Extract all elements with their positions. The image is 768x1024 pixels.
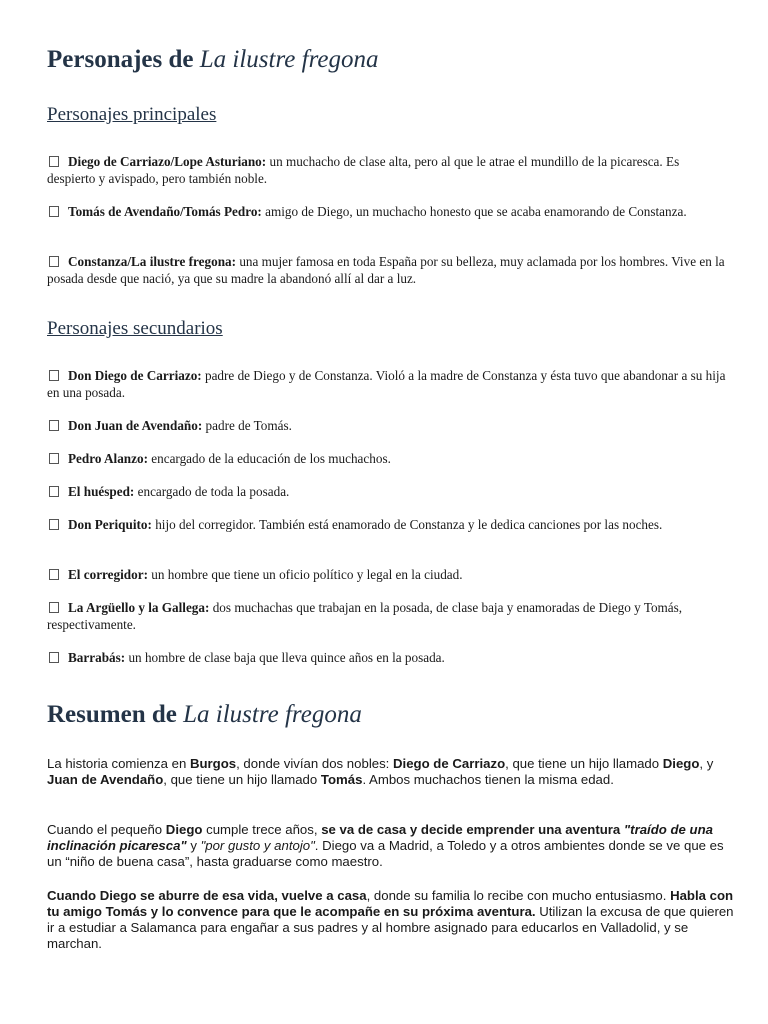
bullet-icon [49, 602, 59, 613]
character-desc: encargado de toda la posada. [134, 484, 290, 499]
character-desc: dos muchachas que trabajan en la posada, de clase baja y enamoradas de Diego y Tomás, respectivamente. [47, 600, 683, 632]
bullet-icon [49, 256, 59, 267]
bullet-icon [49, 453, 59, 464]
heading-personajes [47, 45, 378, 75]
character-desc: encargado de la educación de los muchachos. [147, 451, 391, 466]
text-run: Diego [165, 822, 203, 837]
text-run: Habla con tu amigo Tomás y lo convence para que le acompañe en su próxima aventura. [47, 888, 734, 919]
character-name: El huésped: [68, 484, 135, 499]
character-name: El corregidor: [68, 567, 148, 582]
text-run: Burgos [189, 756, 237, 771]
resumen-paragraph-2 [47, 822, 737, 870]
text-run: , donde su familia lo recibe con mucho entusiasmo. [366, 888, 671, 903]
heading-resumen-prefix: Resumen de [47, 701, 184, 728]
character-entry [47, 367, 727, 401]
character-desc: amigo de Diego, un muchacho honesto que se acaba enamorando de Constanza. [261, 204, 687, 219]
heading-personajes-prefix: Personajes de [47, 46, 200, 73]
text-run: . Diego va a Madrid, a Toledo y a otros ambientes donde se ve que es un “niño de buena casa”, hasta graduarse como maestro. [47, 838, 724, 869]
character-name: Constanza/La ilustre fregona: [68, 254, 237, 269]
text-run: . Ambos muchachos tienen la misma edad. [362, 772, 614, 787]
heading-resumen [47, 700, 362, 730]
text-run: cumple trece años, [202, 822, 322, 837]
character-desc: hijo del corregidor. También está enamorado de Constanza y le dedica canciones por las noches. [151, 517, 663, 532]
character-entry [47, 516, 727, 533]
character-entry [47, 203, 727, 220]
character-desc: un hombre que tiene un oficio político y legal en la ciudad. [147, 567, 463, 582]
heading-personajes-title: La ilustre fregona [199, 46, 379, 73]
resumen-paragraph-3 [47, 888, 737, 952]
text-run: Tomás [320, 772, 363, 787]
character-name: Don Periquito: [68, 517, 152, 532]
character-entry [47, 599, 727, 633]
resumen-paragraph-1 [47, 756, 737, 788]
character-entry [47, 253, 727, 287]
character-name: Barrabás: [68, 650, 126, 665]
character-desc: una mujer famosa en toda España por su belleza, muy aclamada por los hombres. Vive en la posada desde que nació, ya que su madre la abandonó allí al dar a luz. [47, 254, 725, 286]
heading-resumen-title: La ilustre fregona [183, 701, 362, 728]
text-run: , que tiene un hijo llamado [163, 772, 321, 787]
character-name: Don Diego de Carriazo: [68, 368, 202, 383]
character-entry [47, 483, 727, 500]
bullet-icon [49, 486, 59, 497]
bullet-icon [49, 370, 59, 381]
bullet-icon [49, 206, 59, 217]
text-run: "traído de una inclinación picaresca" [47, 822, 713, 853]
text-run: Diego de Carriazo [393, 756, 506, 771]
character-entry [47, 649, 727, 666]
character-entry [47, 153, 727, 187]
character-name: Diego de Carriazo/Lope Asturiano: [68, 154, 267, 169]
character-name: Pedro Alanzo: [68, 451, 148, 466]
text-run: Juan de Avendaño [47, 772, 164, 787]
character-desc: un hombre de clase baja que lleva quince años en la posada. [125, 650, 445, 665]
character-entry [47, 566, 727, 583]
character-entry [47, 450, 727, 467]
text-run: se va de casa y decide emprender una aventura [321, 822, 624, 837]
character-entry [47, 417, 727, 434]
bullet-icon [49, 519, 59, 530]
character-desc: padre de Diego y de Constanza. Violó a la madre de Constanza y ésta tuvo que abandonar a su hija en una posada. [47, 368, 726, 400]
bullet-icon [49, 652, 59, 663]
text-run: Cuando Diego se aburre de esa vida, vuelve a casa [47, 888, 367, 903]
text-run: , que tiene un hijo llamado [505, 756, 663, 771]
text-run: Cuando el pequeño [47, 822, 166, 837]
text-run: Utilizan la excusa de que quieren ir a estudiar a Salamanca para engañar a sus padres y al hombre asignado para educarlos en Valladolid, y se marchan. [47, 904, 734, 951]
bullet-icon [49, 569, 59, 580]
character-desc: un muchacho de clase alta, pero al que le atrae el mundillo de la picaresca. Es despierto y avispado, pero también noble. [47, 154, 680, 186]
text-run: La historia comienza en [47, 756, 190, 771]
text-run: , y [699, 756, 714, 771]
text-run: , donde vivían dos nobles: [236, 756, 394, 771]
character-desc: padre de Tomás. [202, 418, 292, 433]
text-run: y [186, 838, 201, 853]
character-name: Don Juan de Avendaño: [68, 418, 203, 433]
text-run: "por gusto y antojo" [200, 838, 315, 853]
heading-personajes-secundarios: Personajes secundarios [47, 318, 223, 339]
heading-personajes-principales: Personajes principales [47, 104, 217, 125]
character-name: La Argüello y la Gallega: [68, 600, 210, 615]
bullet-icon [49, 156, 59, 167]
character-name: Tomás de Avendaño/Tomás Pedro: [68, 204, 262, 219]
text-run: Diego [662, 756, 700, 771]
bullet-icon [49, 420, 59, 431]
